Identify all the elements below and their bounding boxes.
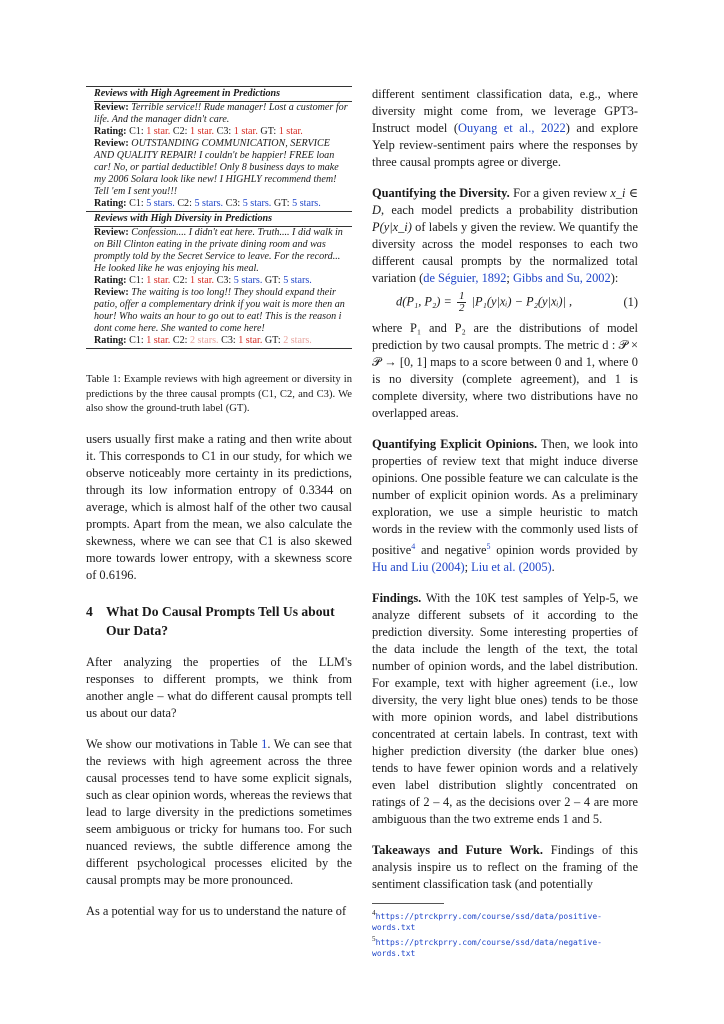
right-paragraph-1 (372, 86, 638, 171)
rating-label: Rating: (94, 126, 127, 137)
rating-line (94, 126, 352, 138)
rating-source: C2: (177, 198, 192, 209)
rating-source: C2: (172, 335, 188, 346)
div-sep: ; (506, 271, 513, 285)
section-title: What Do Causal Prompts Tell Us about Our Data? (106, 603, 335, 638)
review-text: The waiting is too long!! They should expand their patio, offer a complementary drink if you wait is more then an hour! Who waits an hour to go out to eat! This is the reason i dont come here. She wanted to come here! (94, 287, 345, 334)
review-text-line (94, 138, 352, 198)
exp-text-c: opinion words provided by (490, 543, 638, 558)
footnote-number: 5 (372, 934, 376, 943)
table-section (86, 211, 352, 348)
explicit-opinions-paragraph (372, 436, 638, 576)
rating-source: C2: (172, 126, 188, 137)
review-label: Review: (94, 227, 129, 238)
rating-value: 5 stars. (146, 198, 175, 209)
footnote-number: 4 (372, 909, 376, 918)
table-1 (86, 86, 352, 349)
footnote-rule (372, 903, 444, 904)
review-entry (94, 287, 352, 347)
p1-text-b: ) and explore Yelp review-sentiment pairs where the responses by three causal prompts agree or diverge. (372, 121, 638, 169)
equation-body (396, 291, 572, 314)
rating-source: GT: (264, 335, 281, 346)
review-label: Review: (94, 102, 129, 113)
rating-value: 1 star. (278, 126, 303, 137)
rating-label: Rating: (94, 275, 127, 286)
div-math-p: P(y|x_i) (372, 220, 412, 234)
takeaways-title: Takeaways and Future Work. (372, 843, 543, 858)
footnote-url[interactable]: https://ptrckprry.com/course/ssd/data/positive-words.txt (372, 911, 602, 933)
rating-value: 5 stars. (233, 275, 263, 286)
rating-value: 1 star. (189, 275, 215, 286)
findings-paragraph (372, 590, 638, 828)
left-column (86, 86, 352, 920)
exp-text-a: Then, we look into properties of review text that might induce diverse opinions. One possible feature we can calculate is the number of explicit opinion words. As a preliminary exploration, we use a simple heuristic to match words in the review with the commonly used lists of positive (372, 437, 638, 558)
review-entry (94, 102, 352, 138)
exp-text-b: and negative (415, 543, 487, 558)
takeaways-paragraph (372, 842, 638, 893)
review-entry (94, 138, 352, 210)
rating-source: C3: (216, 275, 232, 286)
left-paragraph-2: After analyzing the properties of the LLM's responses to different prompts, we think from another angle – what do different causal prompts tell us about our data? (86, 654, 352, 720)
div-text-d: ): (610, 271, 619, 285)
right-column (372, 86, 638, 960)
footnote-ref-5[interactable]: 5 (486, 542, 491, 551)
section-number: 4 (86, 603, 93, 619)
table-caption: Table 1: Example reviews with high agreement or diversity in predictions by the three causal prompts (C1, C2, and C3). We also show the ground-truth label (GT). (86, 374, 352, 414)
rating-value: 5 stars. (283, 275, 312, 286)
rating-value: 1 star. (146, 335, 171, 346)
rating-source: C1: (129, 198, 144, 209)
takeaways-text: Findings of this analysis inspire us to reflect on the framing of the sentiment classification task (and potentially (372, 843, 638, 892)
rating-value: 1 star. (146, 275, 171, 286)
equation-tag: (1) (623, 295, 638, 309)
review-text-line (94, 102, 352, 126)
rating-source: C1: (129, 126, 144, 137)
citation-ouyang[interactable]: Ouyang et al., 2022 (458, 121, 566, 135)
p3-text-a: We show our motivations in Table (86, 736, 262, 751)
rating-value: 1 star. (233, 126, 258, 137)
rating-label: Rating: (94, 335, 127, 346)
table-section-heading: Reviews with High Agreement in Predictions (94, 88, 352, 102)
rating-source: C3: (216, 126, 232, 137)
table-ref-link[interactable]: 1 (261, 736, 268, 751)
rating-value: 5 stars. (194, 198, 224, 209)
rating-source: C3: (221, 335, 236, 346)
citation-liu[interactable]: Liu et al. (2005) (471, 560, 552, 575)
review-text: OUTSTANDING COMMUNICATION, SERVICE AND QUALITY REPAIR! I couldn't be happier! FREE loan car! No, or partial deductible! Only 8 business days to make my 2006 Solara look like new! I HIGHLY recommend them! Tell 'em I sent you!!! (94, 138, 339, 197)
div-math-xi: x_i ∈ D (372, 186, 638, 217)
div-text-b: , each model predicts a probability distribution (380, 203, 638, 217)
equation-fraction (457, 291, 467, 314)
exp-sep: ; (464, 560, 472, 575)
rating-line (94, 275, 352, 287)
equation-1 (372, 291, 638, 314)
review-text-line (94, 227, 352, 275)
rating-source: C3: (225, 198, 241, 209)
div-text-a: For a given review (509, 186, 611, 200)
fraction-denominator: 2 (458, 302, 465, 314)
review-entry (94, 227, 352, 287)
left-paragraph-3 (86, 736, 352, 889)
p3-text-b: . We can see that the reviews with high agreement across the three causal processes tend to have some explicit signals, such as clear opinion words, whereas the reviews that lead to large diversity in the predictions sometimes seem ambiguous or tricky for humans too. For such nuanced reviews, the subtle difference among the different psychological processes elicited by the causal prompts may be more pronounced. (86, 736, 353, 887)
findings-text: With the 10K test samples of Yelp-5, we analyze different subsets of it according to the prediction diversity. Some interesting properties of the data include the length of the text, the total number of opinion words, and the label distribution. For example, text with higher agreement (i.e., low diversity, the very light blue ones) tends to be those with more opinion words, and label distributions concentrated at certain labels. In contrast, text with higher prediction diversity (the darker blue ones) tends to have fewer opinion words and a relatively even label distribution slightly concentrated on ratings of 2 – 4, as the decisions over 2 – 4 are more ambiguous than the two extreme ends 1 and 5. (372, 591, 638, 827)
rating-value: 1 star. (238, 335, 263, 346)
exp-text-d: . (551, 560, 555, 575)
review-text: Confession.... I didn't eat here. Truth.... I did walk in on Bill Clinton eating in the private dining room and was promptly told by the Secret Service to leave. For the record... He looked like he was enjoying his meal. (94, 227, 343, 274)
explicit-title: Quantifying Explicit Opinions. (372, 437, 538, 451)
diversity-title: Quantifying the Diversity. (372, 186, 510, 200)
p1-text-a: different sentiment classification data, e.g., where diversity might come from, we leverage GPT3-Instruct model ( (372, 87, 638, 135)
findings-title: Findings. (372, 591, 422, 606)
after-equation-paragraph: where P₁ and P₂ are the distributions of model prediction by two causal prompts. The metric d : 𝒫 × 𝒫 → [0, 1] maps to a score between 0 and 1, where 0 is no diversity (complete agreement), and 1 is complete diversity, where two distributions have no overlapped areas. (372, 321, 638, 420)
rating-source: C1: (129, 275, 144, 286)
footnote-5 (372, 934, 638, 960)
equation-lhs: d(P₁, P₂) = (396, 294, 452, 309)
rating-value: 5 stars. (292, 198, 321, 209)
citation-gibbs[interactable]: Gibbs and Su, 2002 (512, 271, 611, 285)
rating-line (94, 335, 352, 347)
rating-value: 1 star. (189, 126, 215, 137)
footnote-url[interactable]: https://ptrckprry.com/course/ssd/data/negative-words.txt (372, 937, 602, 959)
rating-value: 2 stars. (189, 335, 219, 346)
equation-rhs: |P₁(y|xᵢ) − P₂(y|xᵢ)| , (471, 294, 573, 309)
rating-source: GT: (260, 126, 277, 137)
left-paragraph-4: As a potential way for us to understand the nature of (86, 903, 347, 918)
review-text-line (94, 287, 352, 335)
table-section (86, 87, 352, 211)
rating-label: Rating: (94, 198, 127, 209)
rating-line (94, 198, 352, 210)
rating-value: 5 stars. (242, 198, 272, 209)
review-label: Review: (94, 138, 129, 149)
rating-source: C1: (129, 335, 144, 346)
fraction-numerator: 1 (458, 290, 465, 302)
citation-hu-liu[interactable]: Hu and Liu (2004) (372, 560, 465, 575)
rating-source: GT: (264, 275, 281, 286)
footnote-ref-4[interactable]: 4 (411, 542, 416, 551)
rating-value: 1 star. (146, 126, 171, 137)
left-paragraph-1: users usually first make a rating and then write about it. This corresponds to C1 in our study, for which we observe noticeably more certainty in its predictions, through its low information entropy of 0.3344 on average, which is almost half of the other two causal prompts. Apart from the mean, we also calculate the skewness, where we can see that C1 is also skewed more towards lower entropy, with a skewness score of 0.6196. (86, 431, 352, 582)
div-text-c: of labels y given the review. We quantify the diversity across the model responses to each two different causal prompts by the normalized total variation ( (372, 220, 638, 285)
citation-seguier[interactable]: de Séguier, 1892 (423, 271, 507, 285)
review-text: Terrible service!! Rude manager! Lost a customer for life. And the manager didn't care. (94, 102, 348, 125)
review-label: Review: (94, 287, 129, 298)
diversity-paragraph (372, 185, 638, 287)
rating-value: 2 stars. (283, 335, 312, 346)
section-heading (86, 602, 352, 640)
footnote-4 (372, 908, 638, 934)
rating-source: GT: (273, 198, 290, 209)
rating-source: C2: (172, 275, 188, 286)
table-section-heading: Reviews with High Diversity in Predictions (94, 213, 352, 227)
